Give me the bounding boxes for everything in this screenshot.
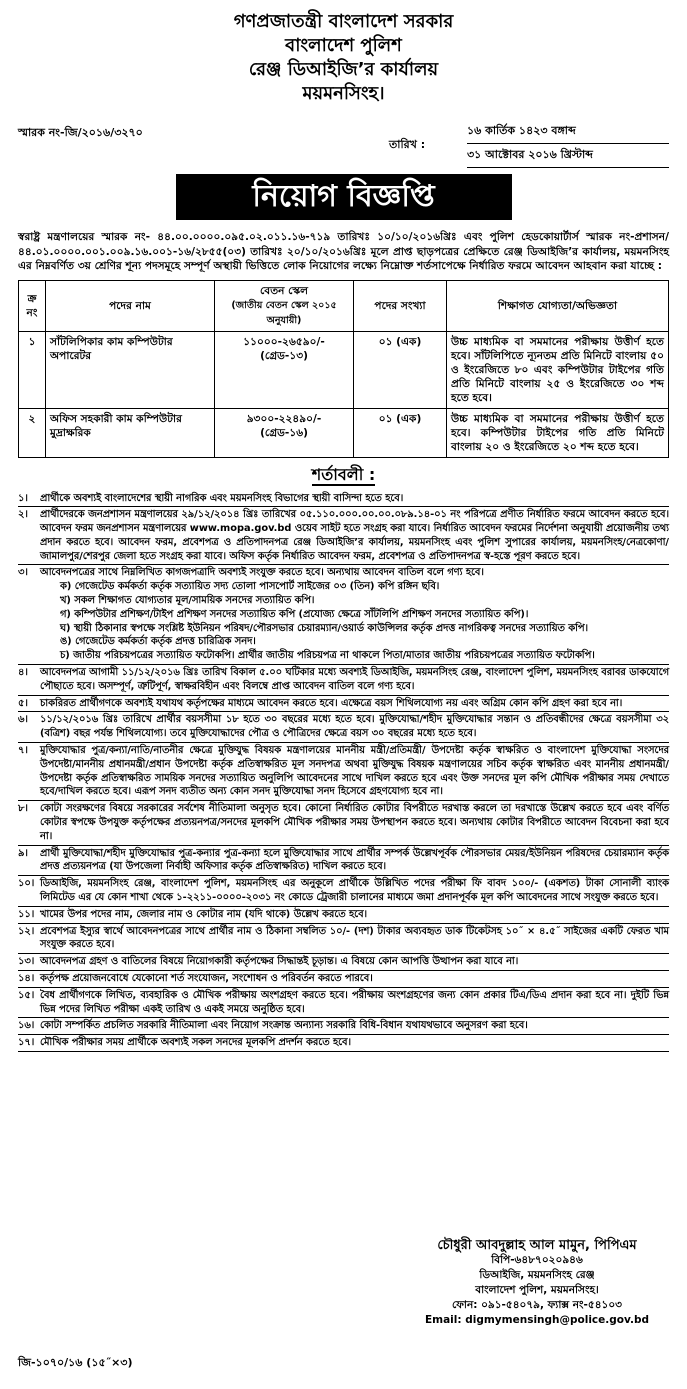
term-text <box>40 508 669 563</box>
term-text: মুক্তিযোদ্ধার পুত্র/কন্যা/নাতি/নাতনীর ক্ষেত্রে মুক্তিযুদ্ধ বিষয়ক মন্ত্রণালয়ের মাননীয় মন্ত্রী/প্রতিমন্ত্রী/ উপদেষ্টা কর্তৃক স্বাক্ষরিত ও বাংলাদেশ মুক্তিযোদ্ধা সংসদের উপদেষ্টা/মাননীয় প্রধানমন্ত্রী/প্রধান উপদেষ্টা কর্তৃক প্রতিস্বাক্ষরিত মূল সনদপত্র অথবা মুক্তিযুদ্ধ বিষয়ক মন্ত্রণালয়ের সচিব কর্তৃক স্বাক্ষরিত এবং মাননীয় প্রধানমন্ত্রী/উপদেষ্টা কর্তৃক প্রতিস্বাক্ষরিত সাময়িক সনদের সত্যায়িত অনুলিপি আবেদনের সাথে দাখিল করতে হবে এবং উক্ত সনদের মূল কপি মৌখিক পরীক্ষার সময় দেখাতে হবে/দাখিল করতে হবে। এরূপ সনদ ব্যতীত অন্য কোন সনদ মুক্তিযোদ্ধা সনদ হিসেবে গ্রহণযোগ্য হবে না। <box>40 745 669 798</box>
row-sl: ১ <box>19 331 46 408</box>
term-text-main: আবেদনপত্রের সাথে নিম্নলিখিত কাগজপত্রাদি অবশ্যই সংযুক্ত করতে হবে। অন্যথায় আবেদন বাতিল বলে গণ্য হবে। <box>40 567 484 579</box>
term-text: ডিআইজি, ময়মনসিংহ রেঞ্জ, বাংলাদেশ পুলিশ, ময়মনসিংহ এর অনুকূলে প্রার্থীকে উল্লিখিত পদের পরীক্ষা ফি বাবদ ১০০/- (একশত) টাকা সোনালী ব্যাংক লিমিটেড এর যে কোন শাখা থেকে ১-২২১১-০০০০-২০৩১ নং কোডে ট্রেজারী চালানের মাধ্যমে জমা প্রদানপূর্বক মূল কপি আবেদনের সাথে সংযুক্ত করতে হবে। <box>40 878 669 904</box>
memo-number: স্মারক নং-জি/২০১৬/৩২৭০ <box>18 126 143 139</box>
signature-block <box>407 1238 667 1328</box>
date-english: ৩১ আক্টোবর ২০১৬ খ্রিস্টাব্দ <box>467 144 669 168</box>
term-number: ৪। <box>18 667 28 679</box>
term-number: ৫। <box>18 697 28 709</box>
list-item <box>18 565 669 665</box>
row-qualification: উচ্চ মাধ্যমিক বা সমমানের পরীক্ষায় উত্তীর্ণ হতে হবে। কম্পিউটার টাইপের গতি প্রতি মিনিটে বাংলায় ২০ ও ইংরেজিতে ২০ শব্দ হতে হবে। <box>447 408 669 457</box>
term-number: ১৪। <box>18 973 35 984</box>
term-number: ১৩। <box>18 956 35 968</box>
term-number: ১৬। <box>18 1020 35 1032</box>
term-text: আবেদনপত্র গ্রহণ ও বাতিলের বিষয়ে নিয়োগকারী কর্তৃপক্ষের সিদ্ধান্তই চূড়ান্ত। এ বিষয়ে কোন আপত্তি উত্থাপন করা যাবে না। <box>40 956 519 968</box>
terms-title: শর্তাবলী : <box>311 464 376 484</box>
row-pay-scale <box>215 331 354 408</box>
list-item <box>18 876 669 907</box>
term-text: প্রার্থী মুক্তিযোদ্ধা/শহীদ মুক্তিযোদ্ধার পুত্র-কন্যার পুত্র-কন্যা হলে মুক্তিযোদ্ধার সাথে প্রার্থীর সম্পর্ক উল্লেখপূর্বক পৌরসভার মেয়র/ইউনিয়ন পরিষদের চেয়ারম্যান কর্তৃক প্রদত্ত প্রত্যয়নপত্র (যা উপজেলা নির্বাহী অফিসার কর্তৃক প্রতিস্বাক্ষরিত) দাখিল করতে হবে। <box>40 847 669 873</box>
list-item <box>18 1035 669 1052</box>
term-text: প্রবেশপত্র ইস্যুর স্বার্থে আবেদনপত্রের সাথে প্রার্থীর নাম ও ঠিকানা সম্বলিত ১০/- (দশ) টাকার অব্যবহৃত ডাক টিকেটসহ ১০˝ × ৪.৫˝ সাইজের একটি ফেরত খাম সংযুক্ত করতে হবে। <box>40 925 669 951</box>
term-number: ৬। <box>18 714 28 726</box>
govt-name: গণপ্রজাতন্ত্রী বাংলাদেশ সরকার <box>233 11 454 32</box>
row-pay-scale <box>215 408 354 457</box>
term-number: ১২। <box>18 925 35 937</box>
term-text <box>40 566 669 663</box>
row-post-name: অফিস সহকারী কাম কম্পিউটার মুদ্রাক্ষরিক <box>46 408 215 457</box>
list-item <box>18 801 669 845</box>
city-name: ময়মনসিংহ। <box>302 83 385 104</box>
letterhead <box>18 0 669 106</box>
row-grade: (গ্রেড-১৩) <box>260 349 308 362</box>
row-post-count: ০১ (এক) <box>354 408 447 457</box>
list-item <box>18 954 669 971</box>
term-number: ১৭। <box>18 1037 35 1049</box>
list-item <box>18 988 669 1019</box>
term-number: ১৫। <box>18 989 35 1001</box>
term-text: বৈধ প্রার্থীগণকে লিখিত, ব্যবহারিক ও মৌখিক পরীক্ষায় অংশগ্রহণ করতে হবে। পরীক্ষায় অংশগ্রহণের জন্য কোন প্রকার টিএ/ডিএ প্রদান করা হবে না। দুইটি ভিন্ন ভিন্ন পদের লিখিত পরীক্ষা একই তারিখ ও একই সময়ে অনুষ্ঠিত হবে। <box>40 989 669 1015</box>
row-scale-value: ৯৩০০-২২৪৯০/- <box>246 412 322 425</box>
term-number: ৮। <box>18 803 28 815</box>
list-item <box>18 846 669 877</box>
term-sub-item: ঘ) স্থায়ী ঠিকানার স্বপক্ষে সংশ্লিষ্ট ইউনিয়ন পরিষদ/পৌরসভার চেয়ারম্যান/ওয়ার্ড কাউন্সিলর কর্তৃক প্রদত্ত নাগরিকত্ব সনদের সত্যায়িত কপি। <box>60 622 589 634</box>
list-item <box>18 665 669 696</box>
term-text: ১১/১২/২০১৬ খ্রিঃ তারিখে প্রার্থীর বয়সসীমা ১৮ হতে ৩০ বছরের মধ্যে হতে হবে। মুক্তিযোদ্ধা/শহীদ মুক্তিযোদ্ধার সন্তান ও প্রতিবন্ধীদের ক্ষেত্রে বয়সসীমা ৩২ (বত্রিশ) বছর পর্যন্ত শিথিলযোগ্য। তবে মুক্তিযোদ্ধাদের পৌত্র ও পৌত্রিদের ক্ষেত্রে বয়স ৩০ বছরের মধ্যে হতে হবে। <box>40 714 669 740</box>
term-text: মৌখিক পরীক্ষার সময় প্রার্থীকে অবশ্যই সকল সনদের মূলকপি প্রদর্শন করতে হবে। <box>40 1037 352 1049</box>
term-sub-item: ক) গেজেটেড কর্মকর্তা কর্তৃক সত্যায়িত সদ্য তোলা পাসপোর্ট সাইজের ০৩ (তিন) কপি রঙ্গিন ছবি। <box>60 581 440 593</box>
term-number: ১। <box>18 492 28 504</box>
term-text: কোটা সংরক্ষণের বিষয়ে সরকারের সর্বশেষ নীতিমালা অনুসৃত হবে। কোনো নির্ধারিত কোটার বিপরীতে দরখাস্ত করলে তা দরখাস্তে উল্লেখ করতে হবে এবং বর্ণিত কোটার স্বপক্ষে উপযুক্ত কর্তৃপক্ষের প্রত্যয়নপত্র/সনদের মূলকপি মৌখিক পরীক্ষার সময় উপস্থাপন করতে হবে। অন্যথায় কোটার বিপরীতে আবেদন বিবেচনা করা হবে না। <box>40 803 669 842</box>
table-header-row <box>19 280 669 331</box>
list-item <box>18 1018 669 1035</box>
date-bangla: ১৬ কার্তিক ১৪২৩ বঙ্গাব্দ <box>467 120 669 144</box>
dept-name: বাংলাদেশ পুলিশ <box>285 35 402 56</box>
col-pay-scale-note: (জাতীয় বেতন স্কেল ২০১৫ অনুযায়ী) <box>231 299 337 326</box>
intro-paragraph: স্বরাষ্ট্র মন্ত্রণালয়ের স্মারক নং- ৪৪.০০.০০০০.০৯৫.০২.০১১.১৬-৭১৯ তারিখঃ ১০/১০/২০১৬খ্রিঃ এবং পুলিশ হেডকোয়ার্টার্স স্মারক নং-প্রশাসন/৪৪.০১.০০০০.০০১.০০৯.১৬.০০১-১৬/২৮৫৫(০৩) তারিখঃ ২০/১০/২০১৬খ্রিঃ মূলে প্রাপ্ত ছাড়পত্রের প্রেক্ষিতে রেঞ্জ ডিআইজি’র কার্যালয়, ময়মনসিংহ এর নিম্নবর্ণিত ৩য় শ্রেণির শূন্য পদসমূহে সম্পূর্ণ অস্থায়ী ভিত্তিতে লোক নিয়োগের লক্ষ্যে নিম্নোক্ত শর্তসাপেক্ষে নির্ধারিত ফরমে আবেদন আহবান করা যাচ্ছে : <box>18 231 669 272</box>
term-text: প্রার্থীকে অবশ্যই বাংলাদেশের স্থায়ী নাগরিক এবং ময়মনসিংহ বিভাগের স্থায়ী বাসিন্দা হতে হবে। <box>40 492 404 504</box>
col-pay-scale <box>215 280 354 331</box>
col-pay-scale-label: বেতন স্কেল <box>260 284 308 297</box>
signatory-name: চৌধুরী আবদুল্লাহ আল মামুন, পিপিএম <box>437 1238 637 1253</box>
term-number: ৯। <box>18 847 28 859</box>
office-name: রেঞ্জ ডিআইজি’র কার্যালয় <box>248 59 439 80</box>
list-item <box>18 712 669 743</box>
term-sub-item: গ) কম্পিউটার প্রশিক্ষণ/টাইপ প্রশিক্ষণ সনদের সত্যায়িত কপি (প্রযোজ্য ক্ষেত্রে সাঁটলিপি প্রশিক্ষণ সনদের সত্যায়িত কপি)। <box>60 608 529 620</box>
term-number: ১০। <box>18 878 35 890</box>
term-text: কোটা সম্পর্কিত প্রচলিত সরকারি নীতিমালা এবং নিয়োগ সংক্রান্ত অন্যান্য সরকারি বিধি-বিধান যথাযথভাবে অনুসরণ করা হবে। <box>40 1020 528 1032</box>
list-item <box>18 696 669 713</box>
list-item <box>18 907 669 924</box>
row-grade: (গ্রেড-১৬) <box>260 426 308 439</box>
term-number: ২। <box>18 509 28 521</box>
list-item <box>18 924 669 955</box>
reference-row <box>18 116 669 174</box>
signatory-bp: বিপি-৬৪৮৭০২০৯৪৬ <box>491 1254 583 1266</box>
col-qualification: শিক্ষাগত যোগ্যতা/অভিজ্ঞতা <box>447 280 669 331</box>
terms-list <box>18 491 669 1052</box>
term-text: আবেদনপত্র আগামী ১১/১২/২০১৬ খ্রিঃ তারিখ বিকাল ৫.০০ ঘটিকার মধ্যে অবশ্যই ডিআইজি, ময়মনসিংহ রেঞ্জ, বাংলাদেশ পুলিশ, ময়মনসিংহ বরাবর ডাকযোগে পৌছাতে হবে। অসম্পূর্ণ, ত্রুটিপূর্ণ, স্বাক্ষরবিহীন এবং বিলম্বে প্রাপ্ত আবেদন বাতিল বলে গণ্য হবে। <box>40 667 669 692</box>
term-text: খামের উপর পদের নাম, জেলার নাম ও কোটার নাম (যদি থাকে) উল্লেখ করতে হবে। <box>40 908 368 920</box>
term-sub-item: খ) সকল শিক্ষাগত যোগ্যতার মূল/সাময়িক সনদের সত্যায়িত কপি। <box>60 595 315 607</box>
row-post-count: ০১ (এক) <box>354 331 447 408</box>
term-number: ৩। <box>18 567 28 579</box>
col-post-count: পদের সংখ্যা <box>354 280 447 331</box>
signatory-title: ডিআইজি, ময়মনসিংহ রেঞ্জ <box>479 1269 595 1281</box>
term-sub-item: চ) জাতীয় পরিচয়পত্রের সত্যায়িত ফটোকপি। প্রার্থীর জাতীয় পরিচয়পত্র না থাকলে পিতা/মাতার জাতীয় পরিচয়পত্রের সত্যায়িত ফটোকপি। <box>60 650 595 662</box>
row-qualification: উচ্চ মাধ্যমিক বা সমমানের পরীক্ষায় উত্তীর্ণ হতে হবে। সাঁটলিপিতে ন্যূনতম প্রতি মিনিটে বাংলায় ৫০ ও ইংরেজিতে ৮০ এবং কম্পিউটার টাইপের গতি প্রতি মিনিটে বাংলায় ২৫ ও ইংরেজিতে ৩০ শব্দ হতে হবে। <box>447 331 669 408</box>
signatory-email: Email: digmymensingh@police.gov.bd <box>424 1314 650 1326</box>
table-row <box>19 408 669 457</box>
date-label: তারিখ : <box>389 138 426 151</box>
row-sl: ২ <box>19 408 46 457</box>
col-sl: ক্র নং <box>19 280 46 331</box>
terms-heading <box>18 462 669 489</box>
signatory-org: বাংলাদেশ পুলিশ, ময়মনসিংহ। <box>475 1284 599 1296</box>
list-item <box>18 743 669 801</box>
list-item <box>18 491 669 508</box>
term-sub-item: ঙ) গেজেটেড কর্মকর্তা কর্তৃক প্রদত্ত চারিত্রিক সনদ। <box>60 636 256 648</box>
term-number: ৭। <box>18 745 28 757</box>
row-post-name: সাঁটলিপিকার কাম কম্পিউটার অপারেটর <box>46 331 215 408</box>
posts-table <box>18 280 669 458</box>
row-scale-value: ১১০০০-২৬৫৯০/- <box>243 335 325 348</box>
footer-reference: জি-১০৭০/১৬ (১৫˝×৩) <box>18 1356 133 1369</box>
list-item <box>18 971 669 988</box>
term-number: ১১। <box>18 908 35 920</box>
term-text-a: প্রার্থীদেরকে জনপ্রশাসন মন্ত্রণালয়ের ২৯/১২/২০১৪ খ্রিঃ তারিখের ০৫.১১০.০০০.০০.০০.০৮৯.১৪-০১ নং পরিপত্রে প্রণীত নির্ধারিত ফরমে আবেদন করতে হবে। আবেদন ফরম জনপ্রশাসন মন্ত্রণালয়ের www.mopa.gov.bd ওয়েব সাইট হতে সংগ্রহ করা যাবে। নির্ধারিত আবেদন ফরমের নির্দেশনা অনুযায়ী প্রয়োজনীয় তথ্য প্রদান করতে হবে। আবেদন ফরম, প্রবেশপত্র ও প্রতিপাদনপত্র রেঞ্জ ডিআইজি’র কার্যালয়, ময়মনসিংহ এবং পুলিশ সুপারের কার্যালয়, ময়মনসিংহ/নেত্রকোণা/জামালপুর/শেরপুর জেলা হতে সংগ্রহ করা যাবে। অফিস কর্তৃক নির্ধারিত আবেদন ফরম, প্রবেশপত্র ও প্রতিপাদনপত্র স্ব-হস্তে পূরণ করতে হবে। <box>40 509 669 562</box>
term-text: চাকরিরত প্রার্থীগণকে অবশ্যই যথাযথ কর্তৃপক্ষের মাধ্যমে আবেদন করতে হবে। এক্ষেত্রে বয়স শিথিলযোগ্য নয় এবং অগ্রিম কোন কপি গ্রহণ করা হবে না। <box>40 697 623 709</box>
notice-title: নিয়োগ বিজ্ঞপ্তি <box>176 174 512 220</box>
signatory-phone: ফোন: ০৯১-৫৪০৭৯, ফ্যাক্স নং-৫৪১০৩ <box>451 1299 623 1311</box>
col-post-name: পদের নাম <box>46 280 215 331</box>
term-text: কর্তৃপক্ষ প্রয়োজনবোধে যেকোনো শর্ত সংযোজন, সংশোধন ও পরিবর্তন করতে পারবে। <box>40 973 373 984</box>
list-item <box>18 507 669 565</box>
table-row <box>19 331 669 408</box>
